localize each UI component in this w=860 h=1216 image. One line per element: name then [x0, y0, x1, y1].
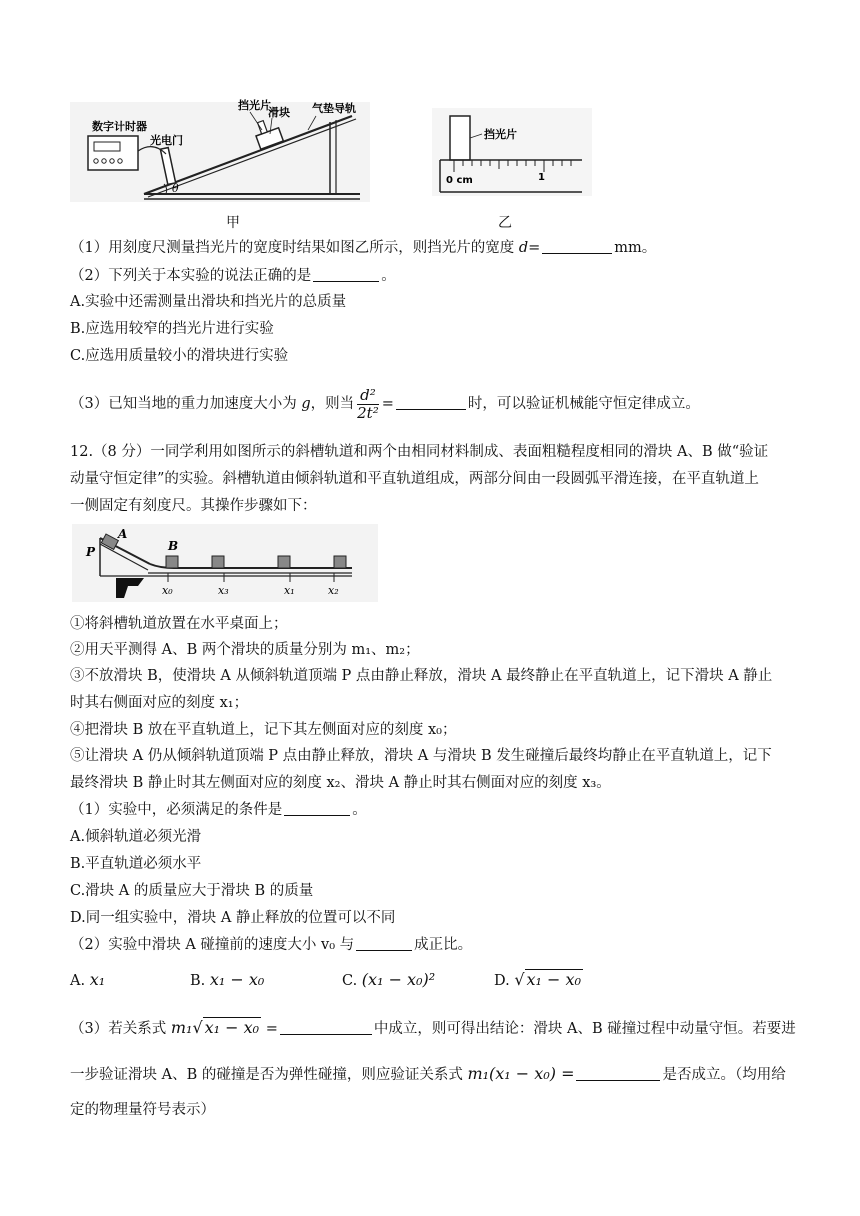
- label-slider: 滑块: [268, 106, 290, 119]
- q11-part2: （2）下列关于本实验的说法正确的是 。: [70, 268, 396, 284]
- caption-yi: 乙: [498, 215, 512, 231]
- caption-jia: 甲: [226, 215, 240, 231]
- q12-intro-3: 一侧固定有刻度尺。其操作步骤如下：: [70, 498, 317, 514]
- label-shade: 挡光片: [238, 99, 271, 112]
- figure-ruler: [432, 108, 592, 196]
- track-label-p: P: [86, 545, 96, 559]
- q12-blank-1[interactable]: [284, 801, 350, 816]
- q11-option-b: B.应选用较窄的挡光片进行实验: [70, 321, 274, 337]
- ruler-label-zero: 0 cm: [446, 175, 473, 186]
- track-label-x2: x₂: [328, 584, 339, 597]
- q12-step-5a: ⑤让滑块 A 仍从倾斜轨道顶端 P 点由静止释放，滑块 A 与滑块 B 发生碰撞后最终均静止在平直轨道上，记下: [70, 748, 772, 764]
- q12-blank-3a[interactable]: [280, 1020, 372, 1035]
- q12-part2: （2）实验中滑块 A 碰撞前的速度大小 v₀ 与 成正比。: [70, 937, 473, 953]
- q11-blank-3[interactable]: [396, 395, 466, 410]
- q12-choice-c: C. (x₁ − x₀)²: [342, 970, 436, 989]
- q12-part3-line3: 定的物理量符号表示）: [70, 1102, 215, 1118]
- track-label-b: B: [168, 539, 179, 553]
- q12-step-2: ②用天平测得 A、B 两个滑块的质量分别为 m₁、m₂；: [70, 642, 420, 658]
- q12-option-b: B.平直轨道必须水平: [70, 856, 202, 872]
- q12-step-1: ①将斜槽轨道放置在水平桌面上；: [70, 616, 288, 632]
- track-label-x0: x₀: [162, 584, 173, 597]
- label-timer: 数字计时器: [92, 120, 147, 133]
- q11-part1: （1）用刻度尺测量挡光片的宽度时结果如图乙所示，则挡光片的宽度 d= mm。: [70, 240, 657, 256]
- q12-part3-line1: （3）若关系式 m₁√ x₁ − x₀ = 中成立，则可得出结论：滑块 A、B 碰撞过程中动量守恒。若要进: [70, 1018, 796, 1037]
- q12-step-3b: 时其右侧面对应的刻度 x₁；: [70, 695, 249, 711]
- label-photogate: 光电门: [150, 134, 183, 147]
- q12-blank-3b[interactable]: [576, 1066, 660, 1081]
- q12-step-4: ④把滑块 B 放在平直轨道上，记下其左侧面对应的刻度 x₀；: [70, 722, 457, 738]
- label-track: 气垫导轨: [312, 102, 356, 115]
- track-label-x1: x₁: [284, 584, 295, 597]
- q11-option-c: C.应选用质量较小的滑块进行实验: [70, 348, 289, 364]
- q12-option-a: A.倾斜轨道必须光滑: [70, 829, 202, 845]
- q12-option-c: C.滑块 A 的质量应大于滑块 B 的质量: [70, 883, 314, 899]
- q11-option-a: A.实验中还需测量出滑块和挡光片的总质量: [70, 294, 347, 310]
- q12-step-5b: 最终滑块 B 静止时其左侧面对应的刻度 x₂、滑块 A 静止时其右侧面对应的刻度 x₃。: [70, 775, 611, 791]
- q12-blank-2[interactable]: [356, 936, 412, 951]
- q12-part1: （1）实验中，必须满足的条件是 。: [70, 802, 367, 818]
- q12-step-3a: ③不放滑块 B，使滑块 A 从倾斜轨道顶端 P 点由静止释放，滑块 A 最终静止在平直轨道上，记下滑块 A 静止: [70, 668, 773, 684]
- q12-part3-line2: 一步验证滑块 A、B 的碰撞是否为弹性碰撞，则应验证关系式 m₁(x₁ − x₀) = 是否成立。（均用给: [70, 1064, 786, 1083]
- q12-intro-1: 12.（8 分）一同学利用如图所示的斜槽轨道和两个由相同材料制成、表面粗糙程度相同的滑块 A、B 做“验证: [70, 444, 769, 460]
- fraction-d2-2t2: $\frac{\text{d²}}{\text{2t²}}$: [357, 385, 379, 422]
- track-label-a: A: [118, 527, 128, 541]
- q12-choice-d: D. √ x₁ − x₀: [494, 970, 581, 989]
- figure-slope-track: [72, 524, 378, 602]
- q11-part3: （3）已知当地的重力加速度大小为 g，则当 $\frac{\text{d²}}{\text{2t²}}$ = 时，可以验证机械能守恒定律成立。: [70, 385, 700, 422]
- ruler-label-shade: 挡光片: [484, 128, 517, 141]
- q12-intro-2: 动量守恒定律”的实验。斜槽轨道由倾斜轨道和平直轨道组成，两部分间由一段圆弧平滑连接，在平直轨道上: [70, 471, 759, 487]
- ruler-label-one: 1: [538, 172, 545, 183]
- q12-choice-b: B. x₁ − x₀: [190, 970, 265, 989]
- track-label-x3: x₃: [218, 584, 229, 597]
- q11-blank-d[interactable]: [542, 239, 612, 254]
- figure-air-track: [68, 96, 378, 206]
- label-angle: θ: [172, 182, 179, 195]
- q11-blank-2[interactable]: [313, 267, 379, 282]
- q12-choice-a: A. x₁: [70, 970, 106, 989]
- q12-option-d: D.同一组实验中，滑块 A 静止释放的位置可以不同: [70, 910, 396, 926]
